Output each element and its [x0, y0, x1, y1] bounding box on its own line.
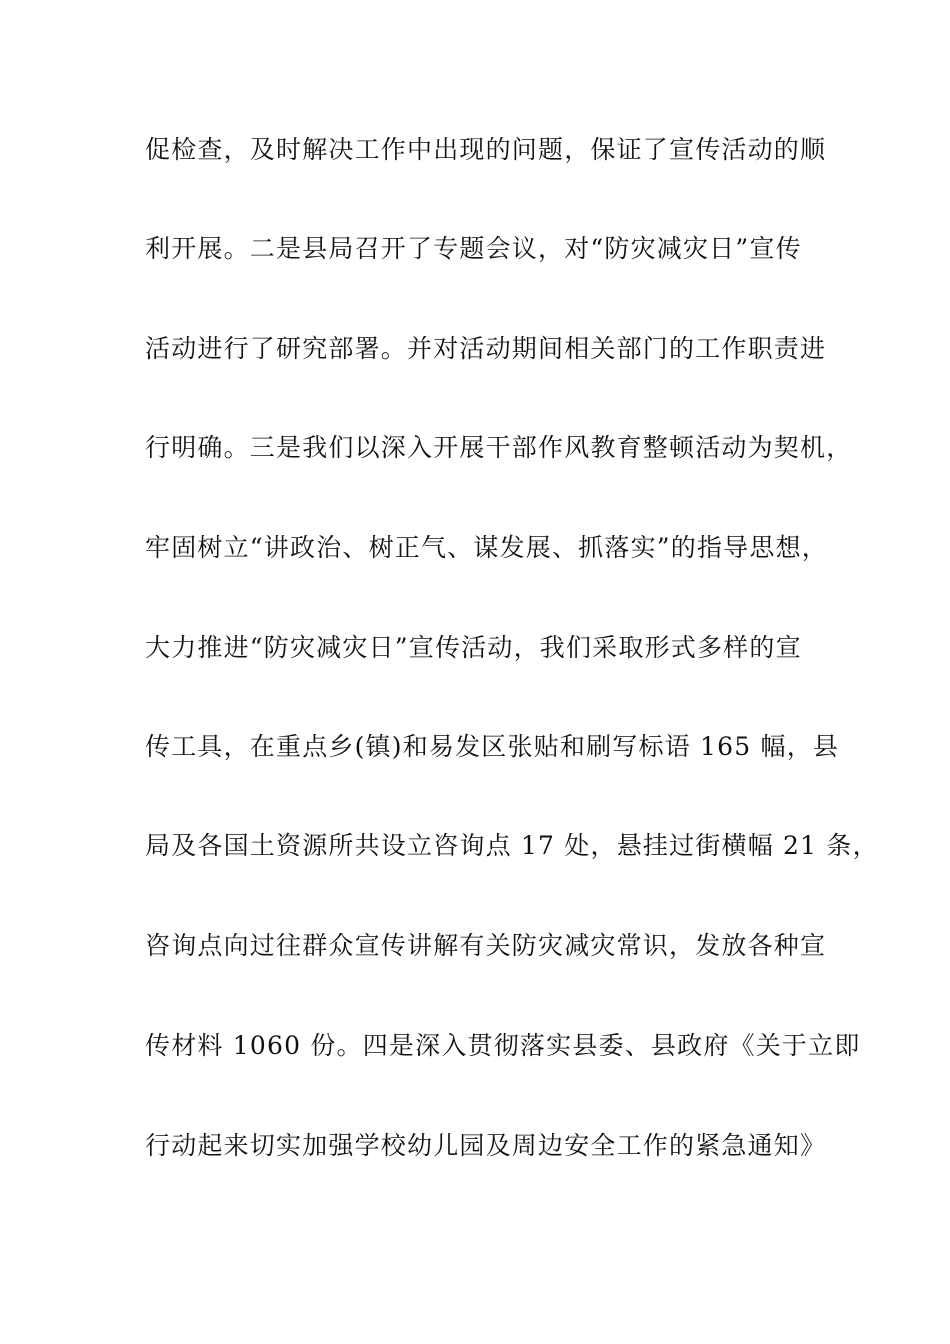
body-text-line: 局及各国土资源所共设立咨询点 17 处，悬挂过街横幅 21 条， [145, 831, 879, 860]
body-text-line: 牢固树立“讲政治、树正气、谋发展、抓落实”的指导思想， [145, 533, 828, 562]
body-text-line: 传材料 1060 份。四是深入贯彻落实县委、县政府《关于立即 [145, 1031, 861, 1060]
body-text-line: 行明确。三是我们以深入开展干部作风教育整顿活动为契机， [145, 433, 853, 462]
body-text-line: 活动进行了研究部署。并对活动期间相关部门的工作职责进 [145, 334, 827, 363]
body-text-line: 促检查，及时解决工作中出现的问题，保证了宣传活动的顺 [145, 135, 827, 164]
body-text-line: 咨询点向过往群众宣传讲解有关防灾减灾常识，发放各种宣 [145, 931, 827, 960]
body-text-line: 行动起来切实加强学校幼儿园及周边安全工作的紧急通知》 [145, 1131, 827, 1160]
body-text-line: 传工具，在重点乡(镇)和易发区张贴和刷写标语 165 幅，县 [145, 732, 840, 761]
body-text-line: 大力推进“防灾减灾日”宣传活动，我们采取形式多样的宣 [145, 633, 802, 662]
body-text-line: 利开展。二是县局召开了专题会议，对“防灾减灾日”宣传 [145, 234, 802, 263]
